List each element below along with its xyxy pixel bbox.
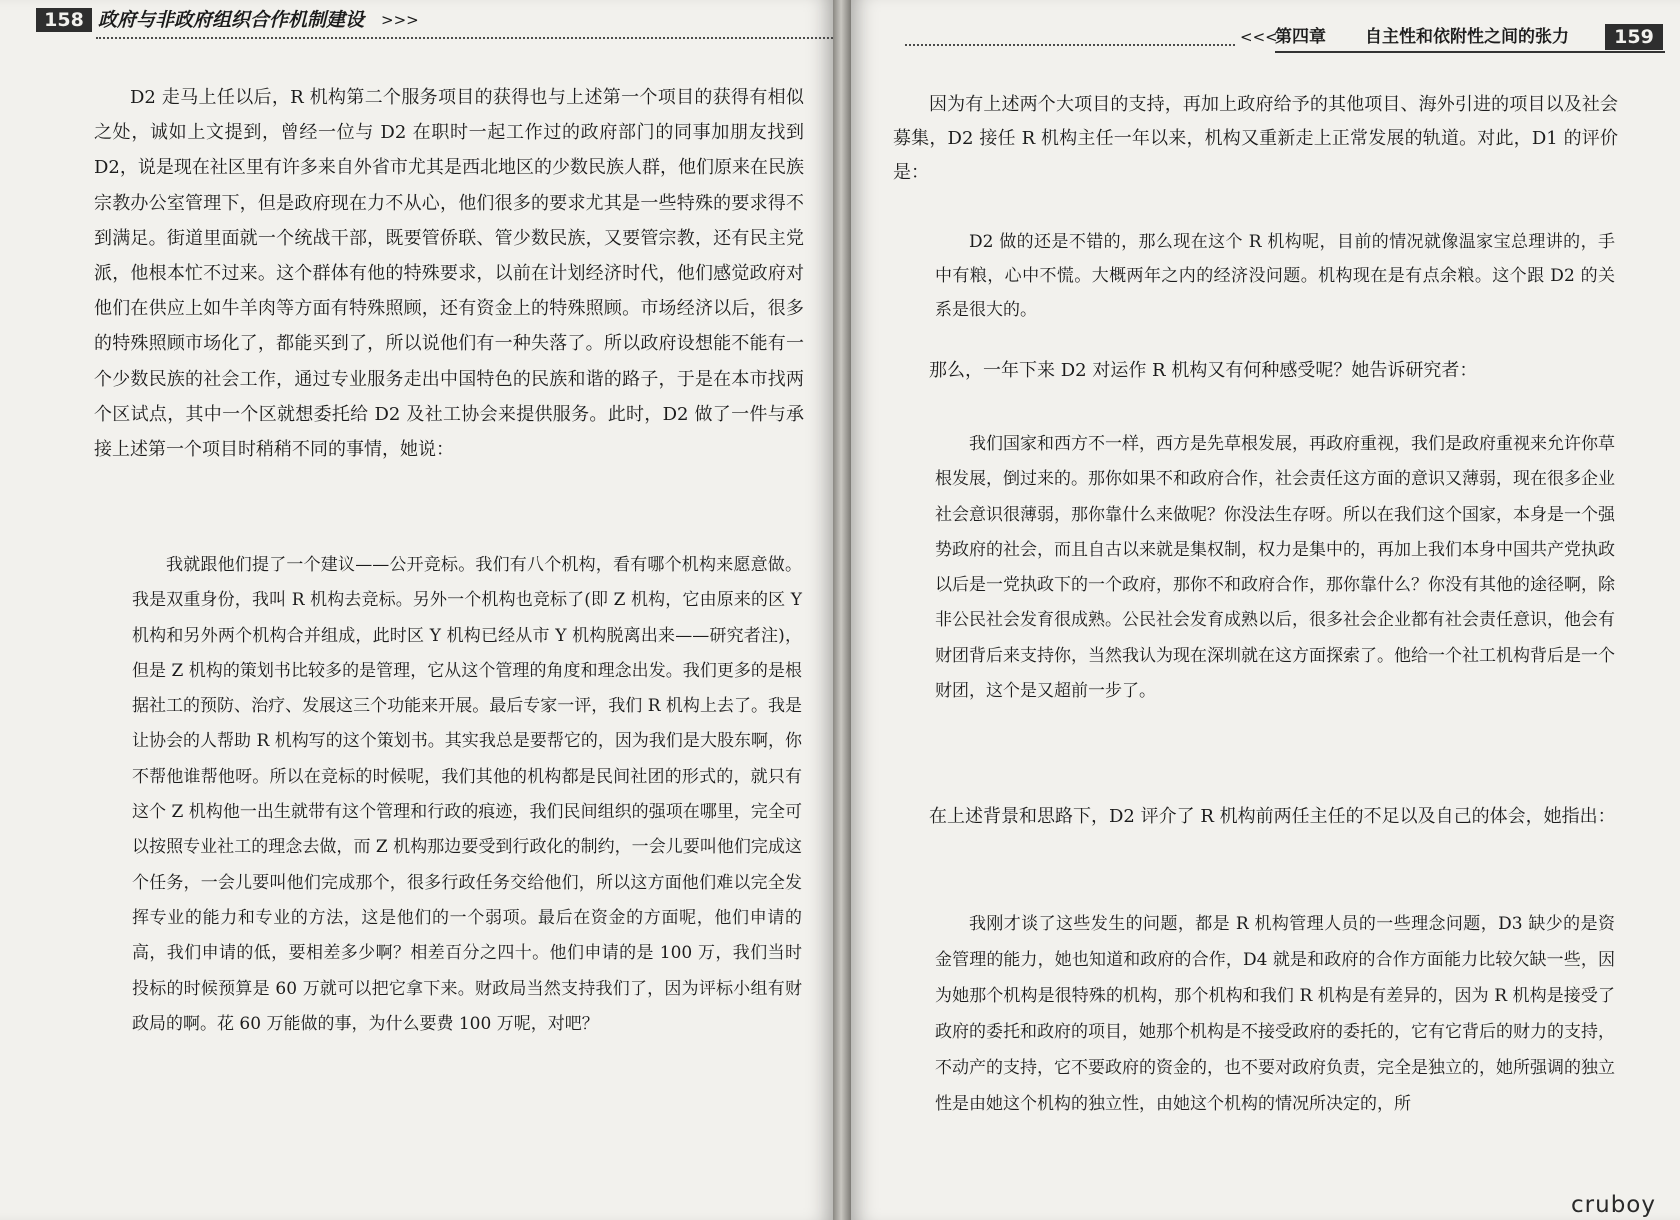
left-header-dotted-rule xyxy=(96,37,836,39)
right-page xyxy=(851,0,1680,1220)
left-quote-1: 我就跟他们提了一个建议——公开竞标。我们有八个机构，看有哪个机构来愿意做。我是双重身份，我叫 R 机构去竞标。另外一个机构也竞标了(即 Z 机构，它由原来的区 Y 机构和另外两个机构合并组成，此时区 Y 机构已经从市 Y 机构脱离出来——研究者注)，但是 Z 机构的策划书比较多的是管理，它从这个管理的角度和理念出发。我们更多的是根据社工的预防、治疗、发展这三个功能来开展。最后专家一评，我们 R 机构上去了。我是让协会的人帮助 R 机构写的这个策划书。其实我总是要帮它的，因为我们是大股东啊，你不帮他谁帮他呀。所以在竞标的时候呢，我们其他的机构都是民间社团的形式的，就只有这个 Z 机构他一出生就带有这个管理和行政的痕迹，我们民间组织的强项在哪里，完全可以按照专业社工的理念去做，而 Z 机构那边要受到行政化的制约，一会儿要叫他们完成这个任务，一会儿要叫他们完成那个，很多行政任务交给他们，所以这方面他们难以完全发挥专业的能力和专业的方法，这是他们的一个弱项。最后在资金的方面呢，他们申请的高，我们申请的低，要相差多少啊？相差百分之四十。他们申请的是 100 万，我们当时投标的时候预算是 60 万就可以把它拿下来。财政局当然支持我们了，因为评标小组有财政局的啊。花 60 万能做的事，为什么要费 100 万呢，对吧？ xyxy=(132,555,802,1034)
right-quote-2: 我们国家和西方不一样，西方是先草根发展，再政府重视，我们是政府重视来允许你草根发展，倒过来的。那你如果不和政府合作，社会责任这方面的意识又薄弱，现在很多企业社会意识很薄弱，那你靠什么来做呢？你没法生存呀。所以在我们这个国家，本身是一个强势政府的社会，而且自古以来就是集权制，权力是集中的，再加上我们本身中国共产党执政以后是一党执政下的一个政府，那你不和政府合作，那你靠什么？你没有其他的途径啊，除非公民社会发育很成熟。公民社会发育成熟以后，很多社会企业都有社会责任意识，他会有财团背后来支持你，当然我认为现在深圳就在这方面探索了。他给一个社工机构背后是一个财团，这个是又超前一步了。 xyxy=(935,434,1615,702)
left-running-title: 政府与非政府组织合作机制建设 xyxy=(98,9,365,31)
chapter-label: 第四章 xyxy=(1275,27,1326,47)
right-header-dotted-rule xyxy=(905,44,1235,46)
left-page xyxy=(0,0,833,1220)
right-title-arrows: <<< xyxy=(1240,28,1278,46)
right-page-number: 159 xyxy=(1605,24,1663,50)
right-paragraph-2: 那么，一年下来 D2 对运作 R 机构又有何种感受呢？她告诉研究者： xyxy=(929,360,1478,381)
right-paragraph-1: 因为有上述两个大项目的支持，再加上政府给予的其他项目、海外引进的项目以及社会募集，D2 接任 R 机构主任一年以来，机构又重新走上正常发展的轨道。对此，D1 的评价是： xyxy=(893,94,1618,183)
left-page-number: 158 xyxy=(36,8,92,32)
left-paragraph-1: D2 走马上任以后，R 机构第二个服务项目的获得也与上述第一个项目的获得有相似之处，诚如上文提到，曾经一位与 D2 在职时一起工作过的政府部门的同事加朋友找到 D2，说是现在社区里有许多来自外省市尤其是西北地区的少数民族人群，他们原来在民族宗教办公室管理下，但是政府现在力不从心，他们很多的要求尤其是一些特殊的要求得不到满足。街道里面就一个统战干部，既要管侨联、管少数民族，又要管宗教，还有民主党派，他根本忙不过来。这个群体有他的特殊要求，以前在计划经济时代，他们感觉政府对他们在供应上如牛羊肉等方面有特殊照顾，还有资金上的特殊照顾。市场经济以后，很多的特殊照顾市场化了，都能买到了，所以说他们有一种失落了。所以政府设想能不能有一个少数民族的社会工作，通过专业服务走出中国特色的民族和谐的路子，于是在本市找两个区试点，其中一个区就想委托给 D2 及社工协会来提供服务。此时，D2 做了一件与承接上述第一个项目时稍稍不同的事情，她说： xyxy=(94,87,804,461)
book-gutter xyxy=(833,0,851,1220)
left-title-arrows: >>> xyxy=(381,11,419,29)
chapter-title: 自主性和依附性之间的张力 xyxy=(1365,27,1569,47)
right-running-header xyxy=(905,18,1665,58)
watermark: cruboy xyxy=(1571,1192,1656,1218)
right-paragraph-3: 在上述背景和思路下，D2 评介了 R 机构前两任主任的不足以及自己的体会，她指出： xyxy=(929,806,1616,827)
left-running-header xyxy=(36,6,796,42)
right-quote-3: 我刚才谈了这些发生的问题，都是 R 机构管理人员的一些理念问题，D3 缺少的是资金管理的能力，她也知道和政府的合作，D4 就是和政府的合作方面能力比较欠缺一些，因为她那个机构是很特殊的机构，那个机构和我们 R 机构是有差异的，因为 R 机构是接受了政府的委托和政府的项目，她那个机构是不接受政府的委托的，它有它背后的财力的支持，不动产的支持，它不要政府的资金的，也不要对政府负责，完全是独立的，她所强调的独立性是由她这个机构的独立性，由她这个机构的情况所决定的，所 xyxy=(935,914,1615,1114)
right-quote-1: D2 做的还是不错的，那么现在这个 R 机构呢，目前的情况就像温家宝总理讲的，手中有粮，心中不慌。大概两年之内的经济没问题。机构现在是有点余粮。这个跟 D2 的关系是很大的。 xyxy=(935,232,1615,320)
right-header-rule xyxy=(1275,51,1665,53)
